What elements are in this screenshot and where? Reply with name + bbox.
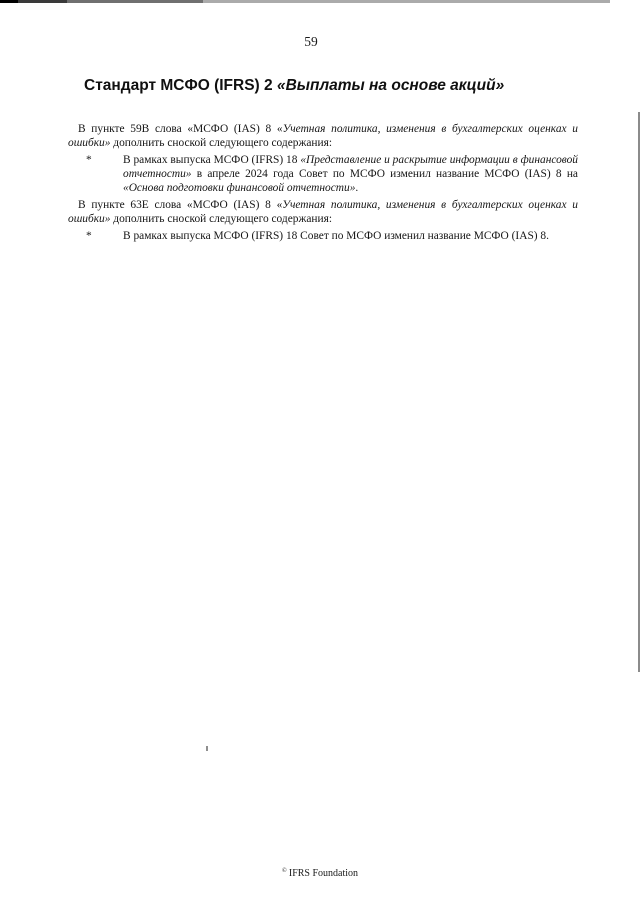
page-footer bbox=[0, 864, 640, 880]
scan-artifact-right-edge bbox=[638, 112, 640, 672]
standard-heading bbox=[84, 77, 600, 95]
copyright-text: IFRS Foundation bbox=[288, 868, 359, 879]
scan-artifact-top-edge bbox=[0, 0, 610, 3]
amendment-paragraph-59b: В пункте 59B слова «МСФО (IAS) 8 «Учетная политика, изменения в бухгалтерских оценках и ошибки» дополнить сноской следующего содержания: bbox=[68, 123, 578, 149]
footnote-text-63e: В рамках выпуска МСФО (IFRS) 18 Совет по МСФО изменил название МСФО (IAS) 8. bbox=[123, 230, 549, 242]
footnote-item-59b bbox=[68, 153, 578, 195]
bullet-asterisk: * bbox=[86, 154, 92, 166]
page-number: 59 bbox=[304, 34, 318, 49]
bullet-asterisk: * bbox=[86, 230, 92, 242]
scan-artifact-speck bbox=[206, 746, 208, 751]
copyright-symbol: © bbox=[281, 867, 287, 874]
footnote-text-59b: В рамках выпуска МСФО (IFRS) 18 «Представление и раскрытие информации в финансовой отчетности» в апреле 2024 года Совет по МСФО изменил название МСФО (IAS) 8 на «Основа подготовки финансовой отчетности». bbox=[123, 154, 578, 194]
footnote-item-63e bbox=[68, 229, 578, 243]
standard-heading-prefix: Стандарт МСФО (IFRS) 2 bbox=[84, 77, 277, 94]
amendment-paragraph-63e: В пункте 63E слова «МСФО (IAS) 8 «Учетная политика, изменения в бухгалтерских оценках и ошибки» дополнить сноской следующего содержания: bbox=[68, 199, 578, 225]
standard-heading-title: «Выплаты на основе акций» bbox=[276, 77, 505, 94]
amendments-body bbox=[68, 122, 578, 246]
